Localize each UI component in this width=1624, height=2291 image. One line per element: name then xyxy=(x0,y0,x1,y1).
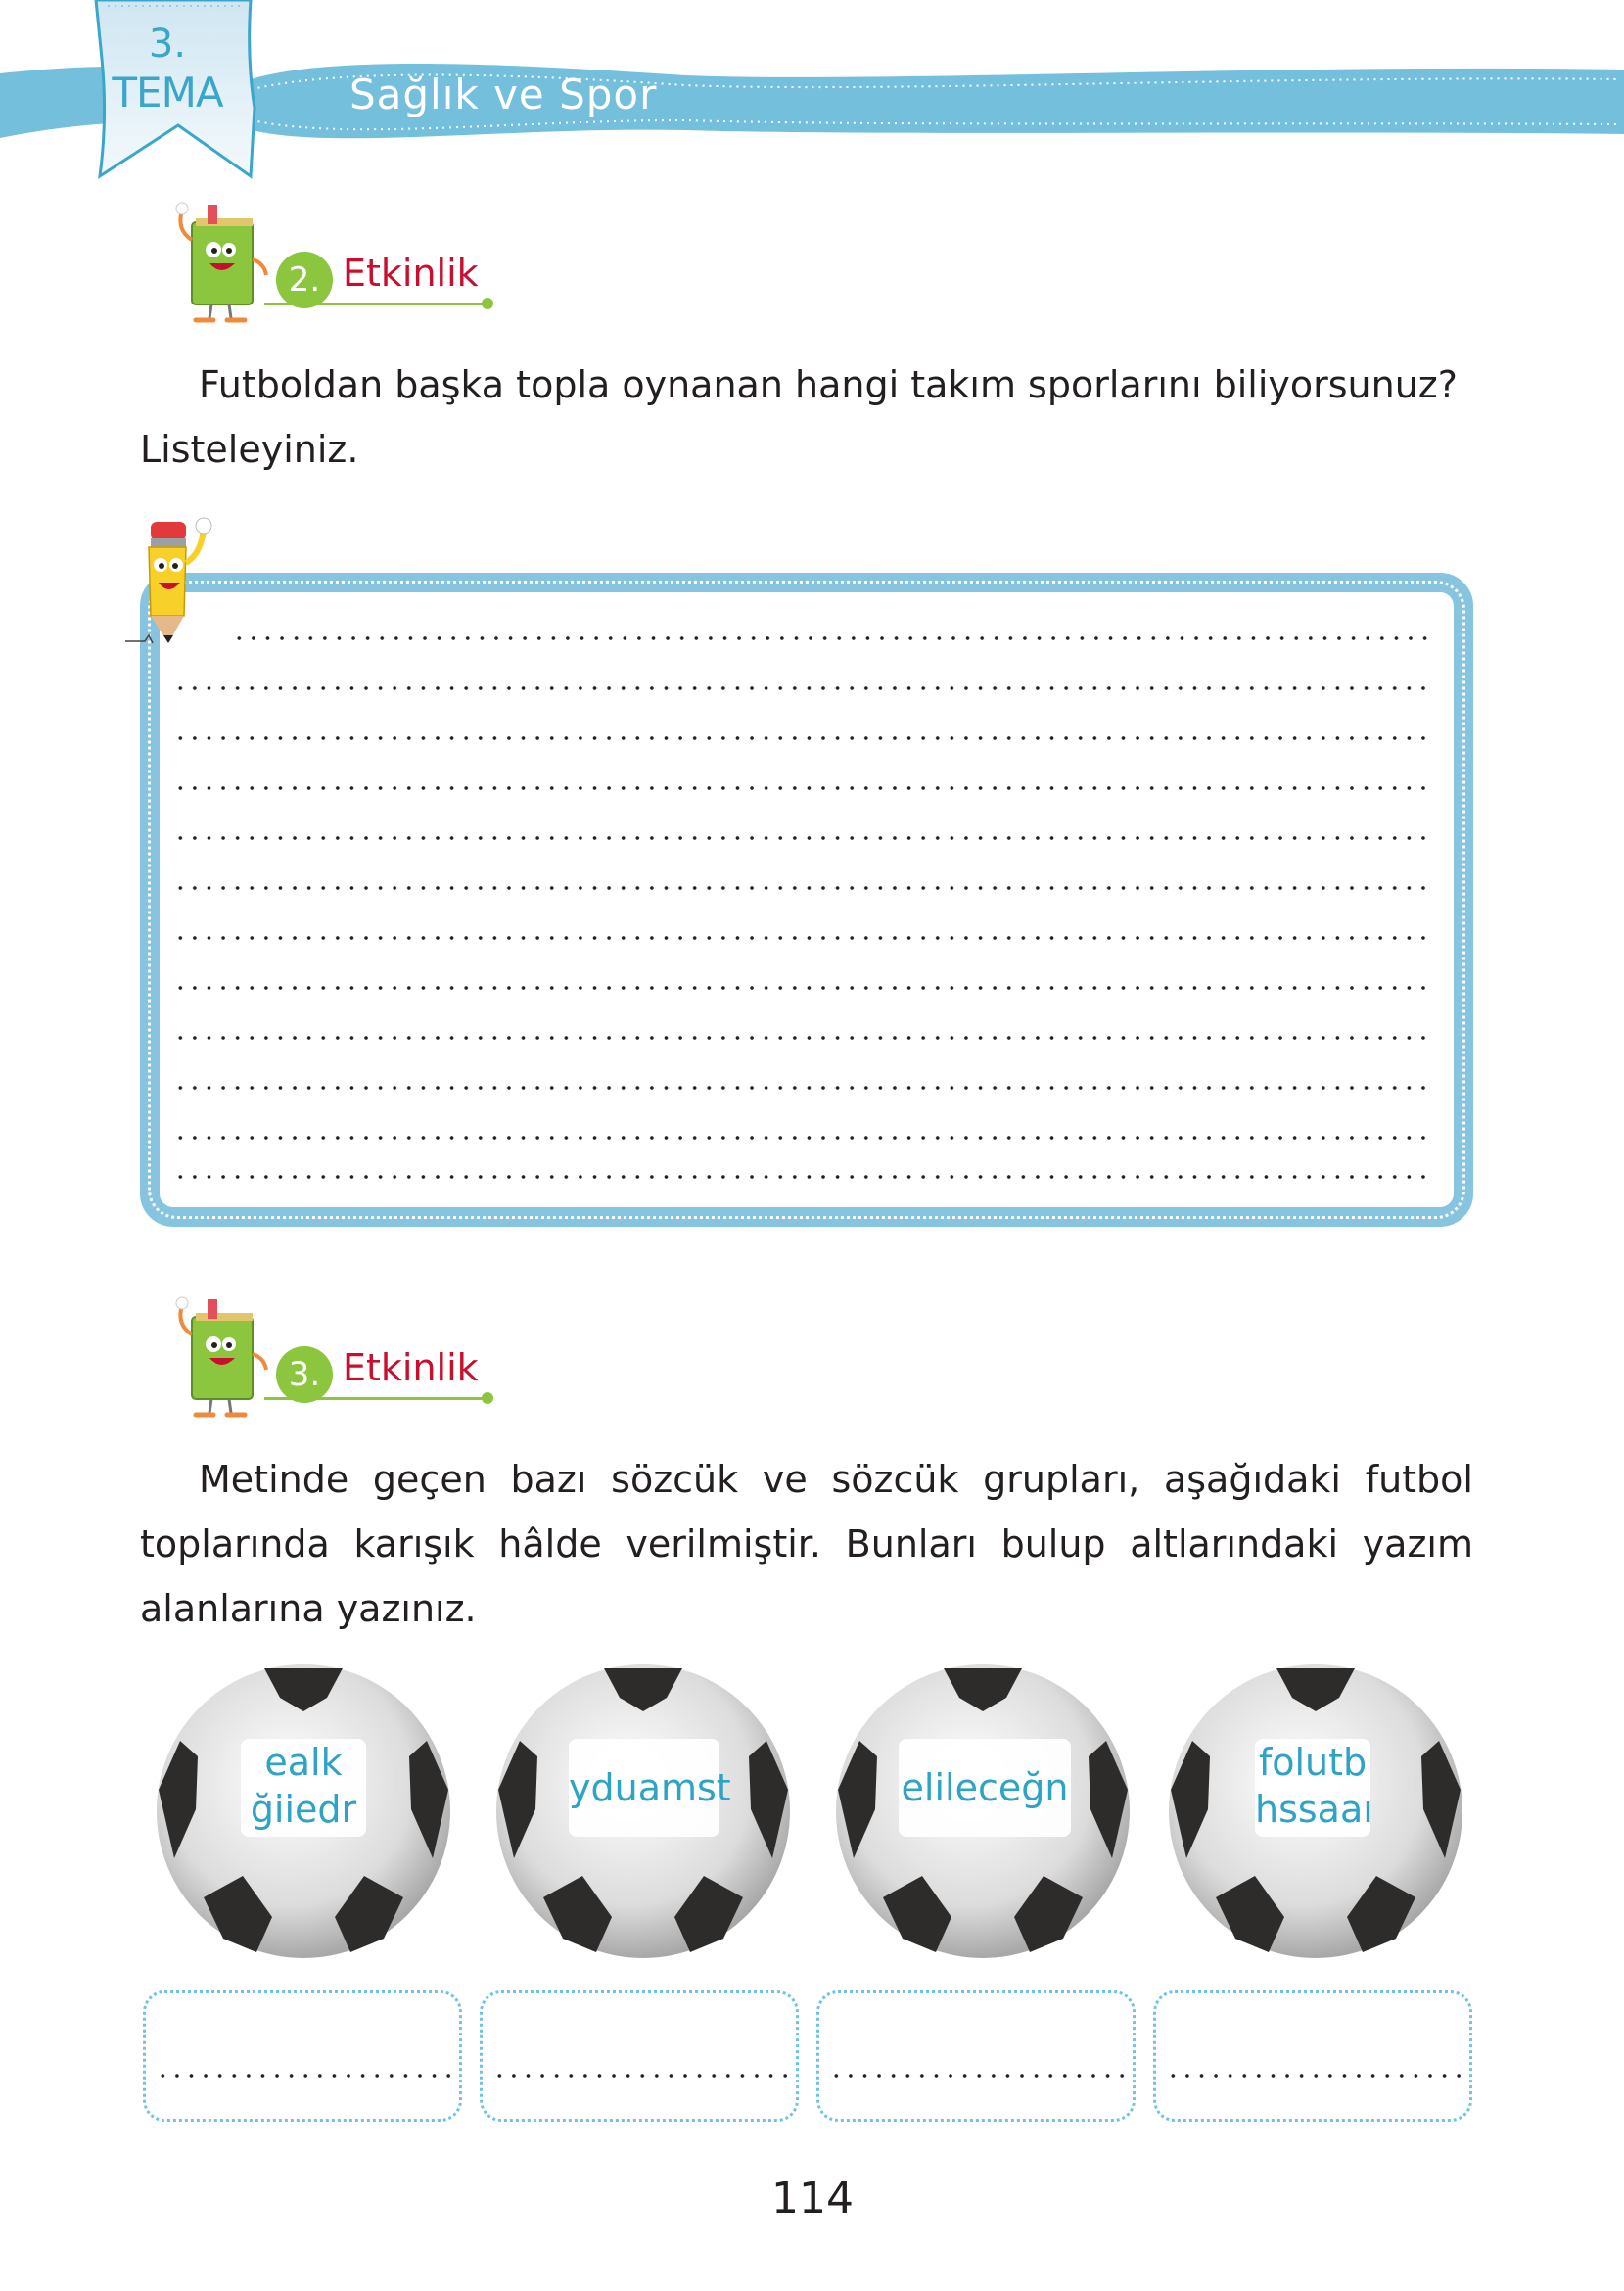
instruction-line: Futboldan başka topla oynanan hangi takım sporlarını biliyorsunuz? xyxy=(199,363,1458,406)
scrambled-line: ealk xyxy=(264,1741,343,1784)
book-mascot-icon xyxy=(166,1295,274,1423)
writing-line-6[interactable] xyxy=(173,886,1428,890)
writing-line-8[interactable] xyxy=(173,986,1428,990)
answer-line[interactable] xyxy=(829,2074,1125,2078)
theme-title: Sağlık ve Spor xyxy=(349,70,658,118)
answer-box-1[interactable] xyxy=(143,1990,462,2122)
writing-line-3[interactable] xyxy=(173,736,1428,740)
activity2-heading xyxy=(166,201,499,328)
scrambled-line: ğiiedr xyxy=(250,1788,357,1831)
scrambled-word-card xyxy=(569,1739,731,1837)
activity-label: Etkinlik xyxy=(343,1346,479,1389)
writing-line-5[interactable] xyxy=(173,836,1428,840)
writing-line-9[interactable] xyxy=(173,1036,1428,1040)
soccer-ball-3 xyxy=(834,1662,1132,1960)
activity2-instruction xyxy=(140,352,1473,482)
scrambled-line: yduamst xyxy=(569,1766,731,1809)
writing-line-12[interactable] xyxy=(173,1175,1428,1179)
scrambled-word-card xyxy=(1255,1739,1373,1837)
pencil-mascot-icon xyxy=(125,514,233,651)
answer-writing-box[interactable] xyxy=(140,573,1473,1227)
scrambled-line: folutb xyxy=(1258,1741,1368,1784)
answer-box-3[interactable] xyxy=(816,1990,1136,2122)
writing-line-1[interactable] xyxy=(232,636,1428,640)
answer-box-4[interactable] xyxy=(1153,1990,1472,2122)
book-mascot-icon xyxy=(166,201,274,328)
tema-number: 3. xyxy=(148,22,187,67)
answer-line[interactable] xyxy=(156,2074,451,2078)
soccer-ball-2 xyxy=(494,1662,792,1960)
scrambled-line: elileceğn xyxy=(901,1766,1069,1809)
scrambled-word-card xyxy=(899,1739,1071,1837)
activity3-instruction xyxy=(140,1447,1473,1641)
writing-line-7[interactable] xyxy=(173,936,1428,940)
page-number: 114 xyxy=(771,2174,854,2223)
writing-line-2[interactable] xyxy=(173,686,1428,690)
scrambled-word-card xyxy=(241,1739,366,1837)
instruction-line: Listeleyiniz. xyxy=(140,428,359,471)
writing-line-11[interactable] xyxy=(173,1136,1428,1140)
heading-underline-dot xyxy=(482,298,493,309)
answer-line[interactable] xyxy=(492,2074,788,2078)
activity-number-badge: 3. xyxy=(276,1346,333,1403)
tema-label: TEMA xyxy=(112,69,223,117)
writing-line-10[interactable] xyxy=(173,1086,1428,1090)
soccer-ball-4 xyxy=(1167,1662,1464,1960)
writing-line-4[interactable] xyxy=(173,786,1428,790)
soccer-ball-1 xyxy=(155,1662,452,1960)
answer-line[interactable] xyxy=(1166,2074,1462,2078)
activity3-heading xyxy=(166,1295,499,1423)
heading-underline-dot xyxy=(482,1392,493,1404)
scrambled-line: hssaaı xyxy=(1255,1788,1373,1831)
answer-box-2[interactable] xyxy=(480,1990,799,2122)
instruction-text: Metinde geçen bazı sözcük ve sözcük grupları, aşağıdaki futbol toplarında karışık hâlde verilmiştir. Bunları bulup altlarındaki yazım alanlarına yazınız. xyxy=(140,1458,1473,1630)
activity-label: Etkinlik xyxy=(343,252,479,295)
activity-number-badge: 2. xyxy=(276,252,333,308)
